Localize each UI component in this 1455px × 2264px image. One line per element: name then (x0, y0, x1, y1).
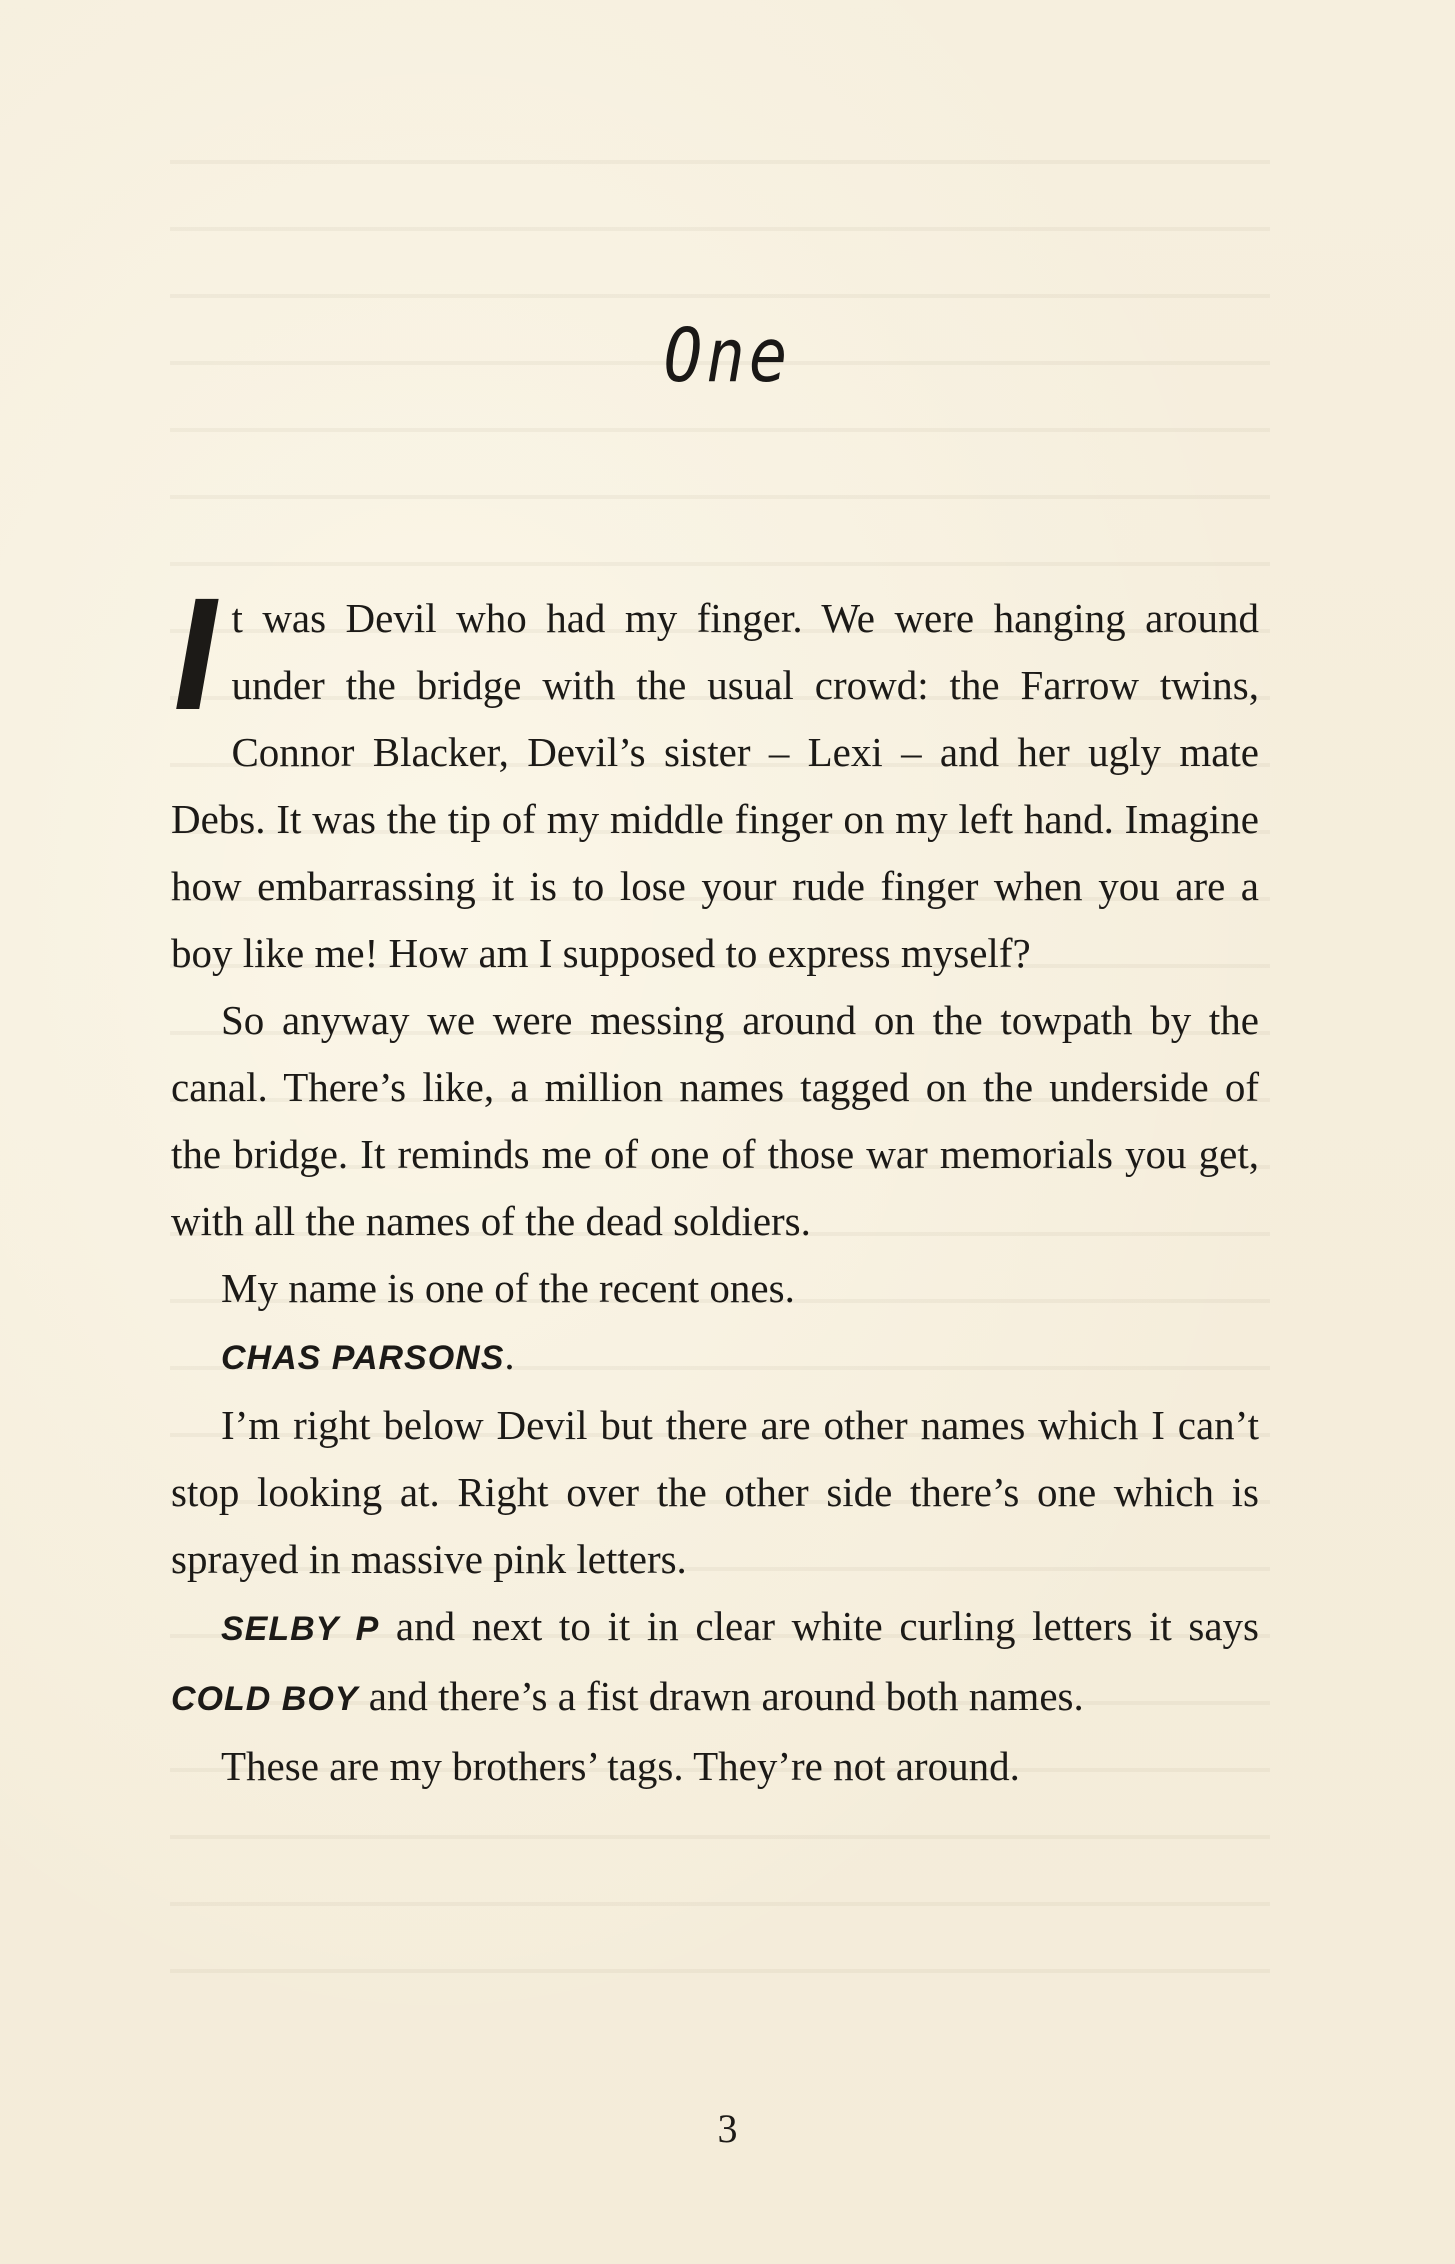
paragraph-6-text-b: and there’s a fist drawn around both names. (358, 1673, 1084, 1719)
paragraph-1 (159, 564, 1259, 987)
paragraph-2: So anyway we were messing around on the towpath by the canal. There’s like, a million names tagged on the underside of the bridge. It reminds me of one of those war memorials you get, with all the names of the dead soldiers. (171, 997, 1259, 1244)
paragraph-6 (171, 1593, 1259, 1733)
drop-cap: I (159, 564, 236, 743)
paragraph-1-text: t was Devil who had my finger. We were hanging around under the bridge with the usual crowd: the Farrow twins, Connor Blacker, Devil’s sister – Lexi – and her ugly mate Debs. It was the tip of my middle finger on my left hand. Imagine how embarrassing it is to lose your rude finger when you are a boy like me! How am I supposed to express myself? (171, 595, 1259, 976)
paragraph-5: I’m right below Devil but there are other names which I can’t stop looking at. Right over the other side there’s one which is sprayed in massive pink letters. (171, 1402, 1259, 1582)
paragraph-4 (171, 1322, 1259, 1392)
graffiti-tag-chas: CHAS PARSONS (221, 1339, 505, 1377)
chapter-title: One (663, 314, 792, 400)
body-text (159, 564, 1259, 1800)
graffiti-tag-cold-boy: COLD BOY (171, 1680, 359, 1718)
page-number: 3 (717, 2106, 738, 2151)
graffiti-tag-selby: SELBY P (221, 1610, 380, 1648)
paragraph-4-punct: . (504, 1332, 515, 1378)
paragraph-3: My name is one of the recent ones. (221, 1265, 795, 1311)
paragraph-6-text-a: and next to it in clear white curling letters it says (379, 1603, 1259, 1649)
paragraph-7: These are my brothers’ tags. They’re not around. (221, 1743, 1020, 1789)
